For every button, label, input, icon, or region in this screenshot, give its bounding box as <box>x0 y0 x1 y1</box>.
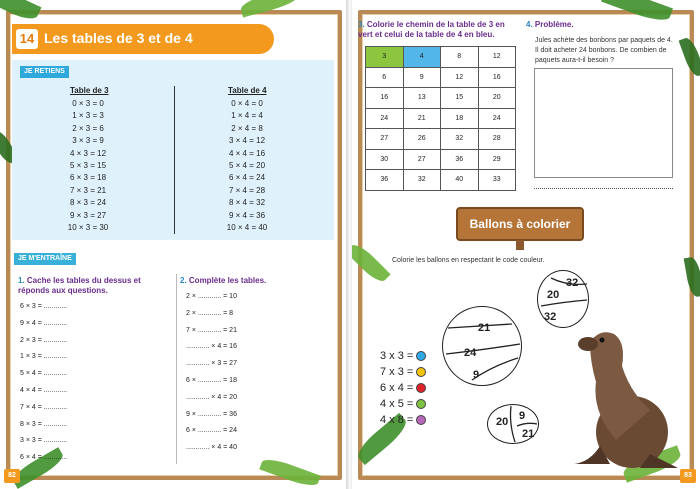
grid-row <box>366 88 516 109</box>
problem-text: Jules achète des bonbons par paquets de 4. Il doit acheter 24 bonbons. De combien de paquets aura-t-il besoin ? <box>535 37 673 64</box>
exercise2-instruction: Complète les tables. <box>188 276 267 285</box>
exercise1-instruction: Cache les tables du dessus et réponds aux questions. <box>18 276 141 295</box>
table3-title: Table de 3 <box>70 86 109 95</box>
exercise2-row[interactable]: ............ × 4 = 16 <box>186 343 237 351</box>
exercise1-title <box>18 276 168 296</box>
balloon-1-value-1: 21 <box>478 322 491 334</box>
balloon-1-value-3: 9 <box>473 369 480 381</box>
balloon-1-value-2: 24 <box>464 347 477 359</box>
lesson-number: 14 <box>16 29 38 49</box>
table3-row: 2 × 3 = 6 <box>72 123 104 133</box>
exercise1-row[interactable]: 3 × 3 = ............ <box>20 437 68 445</box>
exercise2-row[interactable]: 7 × ............ = 21 <box>186 326 237 334</box>
grid-cell[interactable]: 18 <box>441 108 479 129</box>
table4-row: 6 × 4 = 24 <box>228 173 266 183</box>
coloring-instruction: Colorie les ballons en respectant le code couleur. <box>392 257 545 264</box>
coloring-sign: Ballons à colorier <box>456 207 584 241</box>
table4-row: 1 × 4 = 4 <box>231 111 263 121</box>
exercise2-row[interactable]: ............ × 4 = 20 <box>186 393 237 401</box>
balloon-1[interactable] <box>442 306 522 386</box>
path-grid <box>365 46 516 191</box>
table3-row: 9 × 3 = 27 <box>69 210 107 220</box>
sea-lion-illustration <box>570 322 680 472</box>
grid-cell[interactable]: 36 <box>366 170 404 191</box>
grid-row <box>366 170 516 191</box>
grid-cell[interactable]: 8 <box>441 47 479 68</box>
grid-cell[interactable]: 12 <box>441 67 479 88</box>
balloon-3-value-2: 9 <box>519 410 526 422</box>
exercise3-title <box>358 20 518 40</box>
exercise2-row[interactable]: 9 × ............ = 36 <box>186 410 237 418</box>
table3-row: 1 × 3 = 3 <box>72 111 104 121</box>
exercise1-row[interactable]: 6 × 4 = ............ <box>20 454 68 462</box>
table4-row: 7 × 4 = 28 <box>228 185 266 195</box>
color-dot-icon <box>416 351 426 361</box>
grid-cell[interactable]: 13 <box>403 88 441 109</box>
grid-row <box>366 129 516 150</box>
legend-row <box>380 382 426 394</box>
entraine-tag: JE M'ENTRAÎNE <box>14 253 76 265</box>
grid-cell[interactable]: 32 <box>441 129 479 150</box>
legend-label: 7 x 3 = <box>380 366 414 378</box>
exercise1-row[interactable]: 2 × 3 = ............ <box>20 336 68 344</box>
grid-cell[interactable]: 28 <box>478 129 516 150</box>
color-dot-icon <box>416 383 426 393</box>
grid-cell[interactable]: 16 <box>366 88 404 109</box>
exercise2-title <box>180 276 266 285</box>
exercise2-row[interactable]: 2 × ............ = 10 <box>186 293 237 300</box>
grid-cell[interactable]: 4 <box>403 47 441 68</box>
grid-row <box>366 108 516 129</box>
grid-cell[interactable]: 16 <box>478 67 516 88</box>
legend-row <box>380 398 426 410</box>
balloon-2-value-3: 32 <box>544 311 557 323</box>
exercise1-number: 1. <box>18 276 25 285</box>
grid-cell[interactable]: 6 <box>366 67 404 88</box>
exercise1-row[interactable]: 1 × 3 = ............ <box>20 353 68 361</box>
balloon-3-value-3: 21 <box>522 428 535 440</box>
grid-cell[interactable]: 15 <box>441 88 479 109</box>
retiens-tag: JE RETIENS <box>20 66 69 78</box>
table-divider <box>174 86 175 234</box>
table3-row: 0 × 3 = 0 <box>72 99 104 108</box>
lesson-title: Les tables de 3 et de 4 <box>44 30 193 46</box>
exercise3-instruction: Colorie le chemin de la table de 3 en vert et celui de la table de 4 en bleu. <box>358 20 505 39</box>
exercise4-title <box>526 20 574 30</box>
left-page <box>0 0 348 489</box>
exercise2-row[interactable]: 2 × ............ = 8 <box>186 309 234 317</box>
exercise4-number: 4. <box>526 20 533 29</box>
grid-cell[interactable]: 32 <box>403 170 441 191</box>
exercise2-row[interactable]: 6 × ............ = 18 <box>186 377 237 384</box>
exercise1-row[interactable]: 5 × 4 = ............ <box>20 370 68 378</box>
sign-post <box>516 240 524 250</box>
table4-row: 9 × 4 = 36 <box>228 210 266 220</box>
page-number-right: 83 <box>680 469 696 483</box>
balloon-2-value-2: 20 <box>547 289 560 301</box>
grid-row <box>366 47 516 68</box>
exercise1-row[interactable]: 9 × 4 = ............ <box>20 319 68 327</box>
grid-cell[interactable]: 21 <box>403 108 441 129</box>
exercise2-row[interactable]: ............ × 4 = 40 <box>186 444 237 452</box>
table3-row: 6 × 3 = 18 <box>69 173 107 183</box>
exercise4-heading: Problème. <box>534 20 574 29</box>
grid-cell[interactable]: 24 <box>366 108 404 129</box>
exercise2-number: 2. <box>180 276 187 285</box>
exercise1-row[interactable]: 8 × 3 = ............ <box>20 420 68 428</box>
balloon-2-value-1: 32 <box>566 277 579 289</box>
exercise3-number: 3. <box>358 20 365 29</box>
grid-cell[interactable]: 30 <box>366 149 404 170</box>
table4-row: 8 × 4 = 32 <box>228 198 266 208</box>
table4-title: Table de 4 <box>228 86 267 95</box>
grid-cell[interactable]: 27 <box>366 129 404 150</box>
table3-row: 7 × 3 = 21 <box>69 185 107 195</box>
page-number-left: 82 <box>4 469 20 483</box>
table3-row: 8 × 3 = 24 <box>69 198 107 208</box>
grid-cell[interactable]: 33 <box>478 170 516 191</box>
table4-row: 4 × 4 = 16 <box>228 148 266 158</box>
legend-label: 3 x 3 = <box>380 350 414 362</box>
table4-row: 5 × 4 = 20 <box>228 161 266 170</box>
exercise2-row[interactable]: 6 × ............ = 24 <box>186 427 237 435</box>
balloon-3-value-1: 20 <box>496 416 509 428</box>
table4-row: 2 × 4 = 8 <box>231 123 263 133</box>
exercise-divider <box>176 274 177 464</box>
grid-cell[interactable]: 40 <box>441 170 479 191</box>
color-dot-icon <box>416 415 426 425</box>
grid-cell[interactable]: 27 <box>403 149 441 170</box>
grid-cell[interactable]: 26 <box>403 129 441 150</box>
legend-label: 4 x 8 = <box>380 414 414 426</box>
grid-cell[interactable]: 12 <box>478 47 516 68</box>
table3-row: 4 × 3 = 12 <box>69 148 107 158</box>
legend-row <box>380 414 426 426</box>
color-dot-icon <box>416 399 426 409</box>
legend-label: 6 x 4 = <box>380 382 414 394</box>
grid-cell[interactable]: 3 <box>366 47 404 68</box>
legend-row <box>380 350 426 362</box>
grid-cell[interactable]: 20 <box>478 88 516 109</box>
answer-line[interactable] <box>534 188 673 189</box>
grid-cell[interactable]: 9 <box>403 67 441 88</box>
exercise1-row[interactable]: 7 × 4 = ............ <box>20 403 68 411</box>
grid-row <box>366 149 516 170</box>
exercise1-row[interactable]: 6 × 3 = ............ <box>20 303 68 310</box>
table4-row: 3 × 4 = 12 <box>228 136 266 146</box>
legend-row <box>380 366 426 378</box>
grid-cell[interactable]: 29 <box>478 149 516 170</box>
grid-cell[interactable]: 36 <box>441 149 479 170</box>
table3-row: 3 × 3 = 9 <box>72 136 104 146</box>
table4-row: 0 × 4 = 0 <box>231 99 263 108</box>
table4-row: 10 × 4 = 40 <box>226 223 268 232</box>
table3-row: 5 × 3 = 15 <box>69 161 107 170</box>
grid-row <box>366 67 516 88</box>
answer-box[interactable] <box>534 68 673 178</box>
color-dot-icon <box>416 367 426 377</box>
exercise1-row[interactable]: 4 × 4 = ............ <box>20 387 68 394</box>
exercise2-row[interactable]: ............ × 3 = 27 <box>186 360 237 368</box>
table3-row: 10 × 3 = 30 <box>67 223 109 232</box>
grid-cell[interactable]: 24 <box>478 108 516 129</box>
balloon-1-sections <box>442 306 522 386</box>
legend-label: 4 x 5 = <box>380 398 414 410</box>
